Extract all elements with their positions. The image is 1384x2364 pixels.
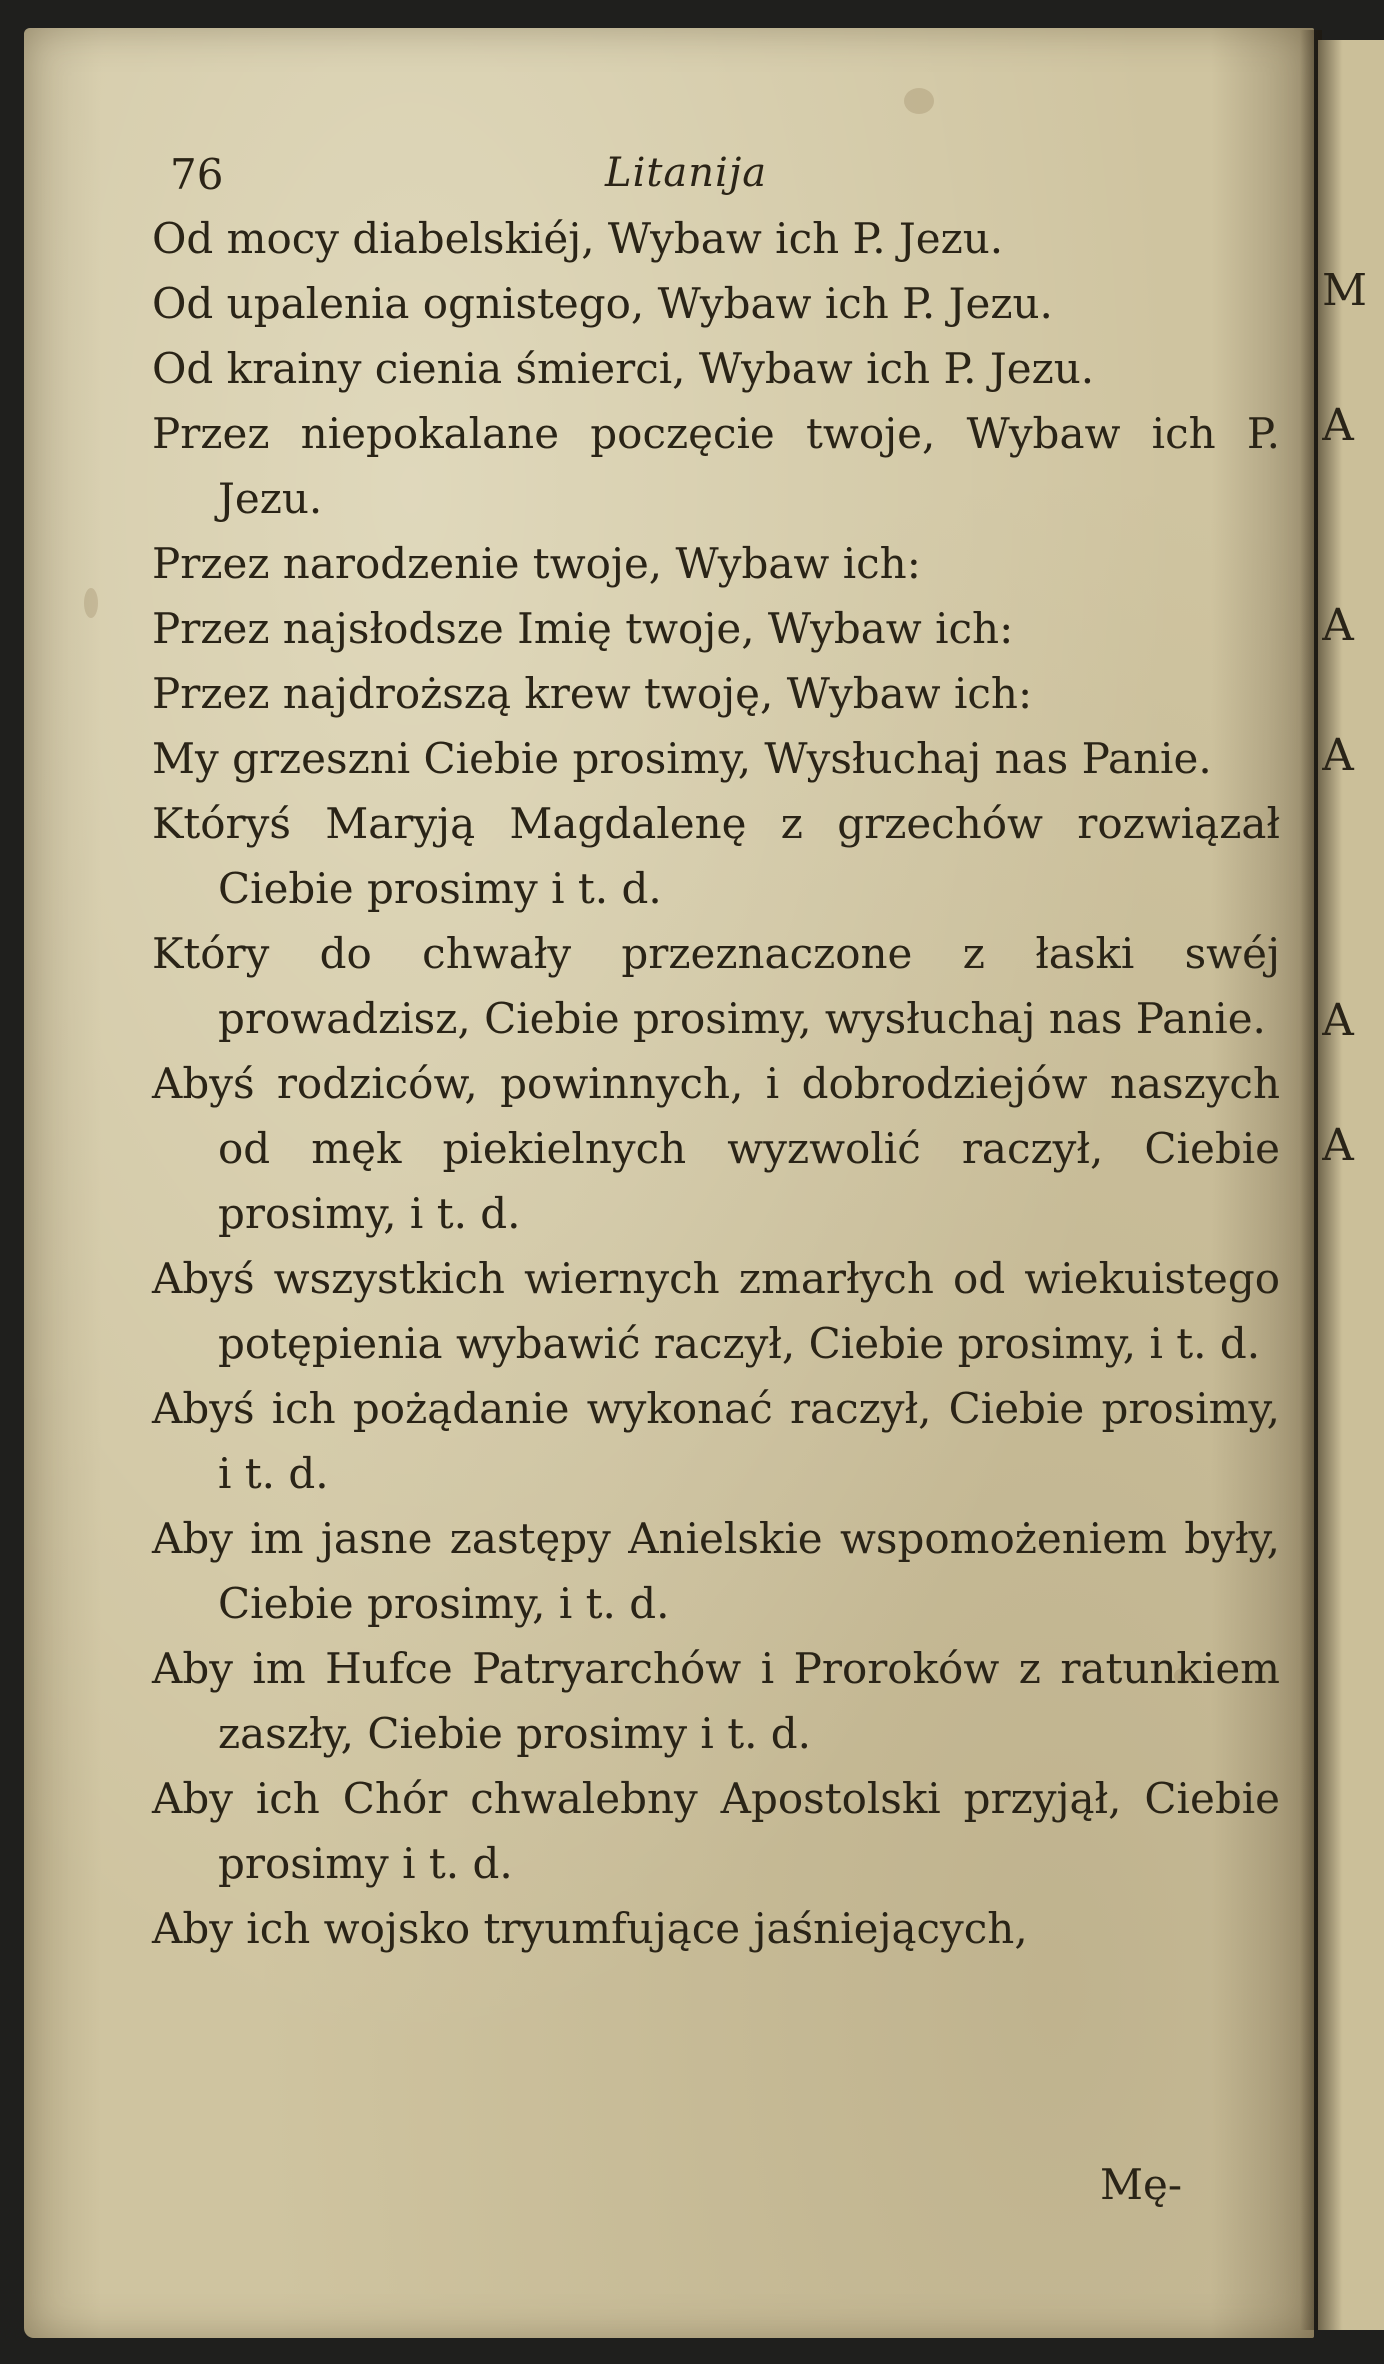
litany-text <box>152 206 1280 1961</box>
litany-entry: Abyś ich pożądanie wykonać raczył, Ciebie prosimy, i t. d. <box>152 1384 1280 1498</box>
facing-page-letter: A <box>1322 1120 1354 1171</box>
litany-entry: Aby ich Chór chwalebny Apostolski przyjął, Ciebie prosimy i t. d. <box>152 1774 1280 1888</box>
litany-entry: Przez najdroższą krew twoję, Wybaw ich: <box>152 669 1033 718</box>
running-title: Litanija <box>605 150 768 196</box>
litany-entry: My grzeszni Ciebie prosimy, Wysłuchaj nas Panie. <box>152 734 1212 783</box>
litany-entry: Abyś rodziców, powinnych, i dobrodziejów naszych od męk piekielnych wyzwolić raczył, Ciebie prosimy, i t. d. <box>152 1059 1280 1238</box>
facing-page-edge <box>1318 40 1384 2330</box>
page-number: 76 <box>170 150 224 199</box>
facing-page-letter: A <box>1322 730 1354 781</box>
litany-entry: Któryś Maryją Magdalenę z grzechów rozwiązał Ciebie prosimy i t. d. <box>152 799 1280 913</box>
catchword: Mę- <box>1100 2160 1183 2209</box>
litany-entry: Aby ich wojsko tryumfujące jaśniejących, <box>152 1904 1028 1953</box>
paper-stain <box>84 588 98 618</box>
running-head <box>150 150 1270 210</box>
facing-page-letter: A <box>1322 995 1354 1046</box>
litany-entry: Od upalenia ognistego, Wybaw ich P. Jezu. <box>152 279 1053 328</box>
litany-entry: Abyś wszystkich wiernych zmarłych od wiekuistego potępienia wybawić raczył, Ciebie prosimy, i t. d. <box>152 1254 1280 1368</box>
litany-entry: Który do chwały przeznaczone z łaski swéj prowadzisz, Ciebie prosimy, wysłuchaj nas Panie. <box>152 929 1280 1043</box>
facing-page-letter: A <box>1322 600 1354 651</box>
litany-entry: Aby im jasne zastępy Anielskie wspomożeniem były, Ciebie prosimy, i t. d. <box>152 1514 1280 1628</box>
litany-entry: Przez narodzenie twoje, Wybaw ich: <box>152 539 921 588</box>
litany-entry: Przez niepokalane poczęcie twoje, Wybaw ich P. Jezu. <box>152 409 1280 523</box>
paper-stain <box>904 88 934 114</box>
facing-page-letter: A <box>1322 400 1354 451</box>
litany-entry: Przez najsłodsze Imię twoje, Wybaw ich: <box>152 604 1014 653</box>
litany-entry: Aby im Hufce Patryarchów i Proroków z ratunkiem zaszły, Ciebie prosimy i t. d. <box>152 1644 1280 1758</box>
litany-entry: Od mocy diabelskiéj, Wybaw ich P. Jezu. <box>152 214 1004 263</box>
facing-page-letter: M <box>1322 265 1368 316</box>
litany-entry: Od krainy cienia śmierci, Wybaw ich P. Jezu. <box>152 344 1095 393</box>
